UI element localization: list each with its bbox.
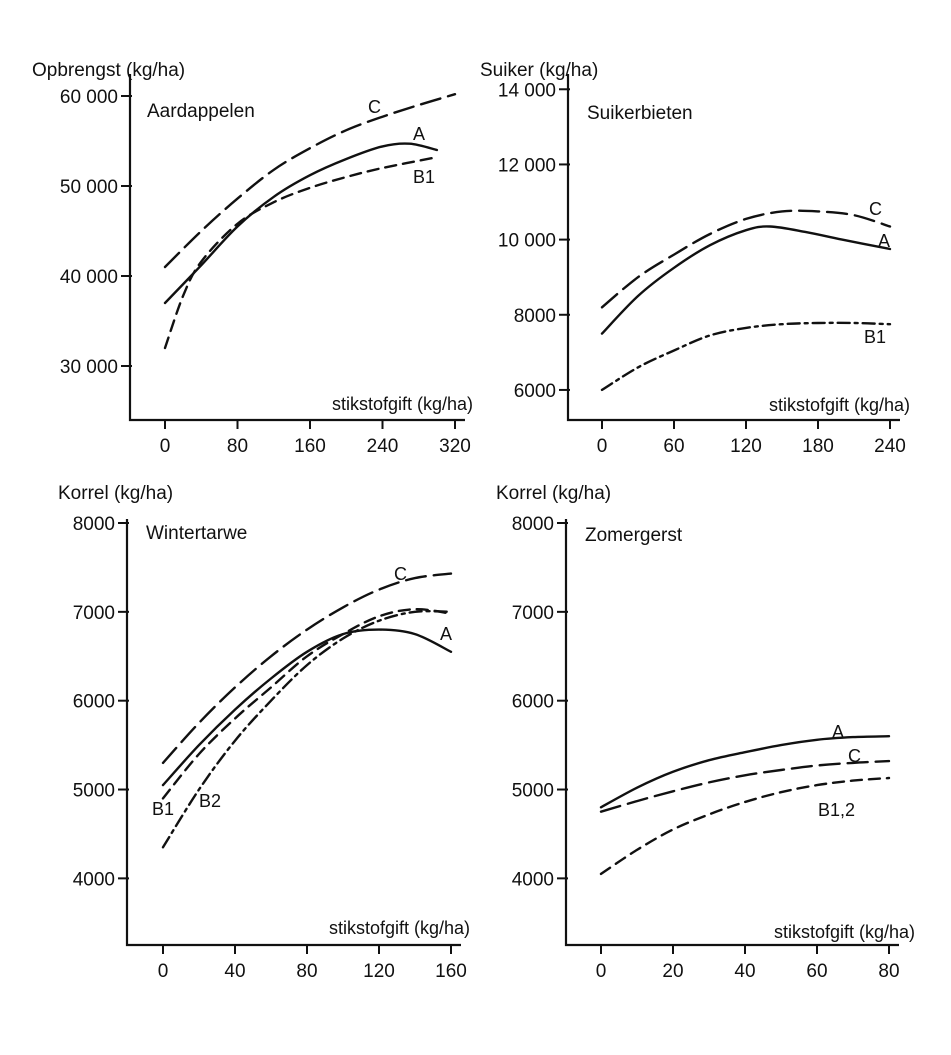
x-tick-label: 0 [595, 961, 607, 982]
chart-title: Zomergerst [585, 525, 683, 546]
axis-frame [127, 519, 461, 945]
panel-wintertarwe [58, 483, 470, 982]
series-line-b1-2 [601, 778, 889, 874]
y-tick-label: 8000 [511, 514, 554, 535]
x-tick-label: 160 [435, 961, 467, 982]
panel-suikerbieten [480, 60, 910, 457]
y-tick-label: 6000 [72, 691, 115, 713]
curve-label-a: A [413, 124, 426, 144]
x-tick-label: 320 [439, 436, 471, 457]
x-tick-label: 40 [734, 961, 756, 982]
x-tick-label: 0 [596, 436, 608, 457]
y-axis-label: Korrel (kg/ha) [58, 483, 174, 504]
y-tick-label: 7000 [72, 602, 115, 624]
series-line-a [163, 630, 451, 786]
x-tick-label: 80 [878, 961, 900, 982]
x-tick-label: 40 [224, 961, 246, 982]
x-tick-label: 0 [157, 961, 169, 982]
x-tick-label: 60 [806, 961, 828, 982]
x-tick-label: 240 [366, 436, 399, 457]
x-tick-label: 60 [663, 436, 685, 457]
x-tick-label: 20 [662, 961, 684, 982]
panel-aardappelen [32, 60, 473, 457]
y-tick-label: 6000 [513, 380, 556, 402]
x-tick-label: 120 [363, 961, 395, 982]
series-line-b2 [163, 611, 451, 847]
y-tick-label: 12 000 [497, 155, 556, 177]
curve-label-c: C [869, 199, 882, 219]
series-line-c [602, 211, 890, 308]
y-tick-label: 50 000 [59, 177, 118, 198]
y-tick-label: 14 000 [497, 80, 556, 102]
series-line-a [165, 143, 437, 303]
y-axis-label: Suiker (kg/ha) [480, 60, 599, 81]
x-axis-label: stikstofgift (kg/ha) [768, 395, 910, 415]
x-axis-label: stikstofgift (kg/ha) [328, 918, 470, 938]
y-axis-label: Opbrengst (kg/ha) [32, 60, 186, 81]
curve-label-a: A [878, 231, 891, 251]
curve-label-c: C [848, 746, 861, 766]
curve-label-b1: B1 [864, 327, 887, 347]
y-tick-label: 40 000 [59, 267, 118, 288]
y-tick-label: 60 000 [59, 87, 118, 108]
x-axis-label: stikstofgift (kg/ha) [331, 394, 473, 414]
chart-title: Suikerbieten [587, 103, 693, 124]
panel-zomergerst [496, 483, 915, 982]
x-tick-label: 80 [226, 436, 249, 457]
y-tick-label: 8000 [513, 305, 556, 327]
series-line-b1 [165, 157, 437, 348]
x-tick-label: 160 [294, 436, 326, 457]
x-tick-label: 180 [802, 436, 834, 457]
x-tick-label: 80 [296, 961, 318, 982]
x-tick-label: 240 [874, 436, 906, 457]
series-line-b1 [163, 609, 451, 798]
series-line-c [163, 574, 451, 763]
y-tick-label: 4000 [511, 869, 554, 891]
y-tick-label: 4000 [72, 869, 115, 891]
y-tick-label: 7000 [511, 602, 554, 624]
y-tick-label: 6000 [511, 691, 554, 713]
x-axis-label: stikstofgift (kg/ha) [773, 922, 915, 942]
curve-label-a: A [440, 624, 453, 644]
y-tick-label: 10 000 [497, 230, 556, 252]
axis-frame [566, 519, 899, 945]
y-tick-label: 5000 [72, 780, 115, 802]
curve-label-a: A [832, 722, 845, 742]
chart-title: Wintertarwe [146, 523, 248, 544]
curve-label-c: C [394, 564, 407, 584]
y-axis-label: Korrel (kg/ha) [496, 483, 612, 504]
series-line-a [602, 226, 890, 333]
axis-frame [568, 74, 900, 420]
series-line-b1 [602, 323, 890, 390]
series-line-a [601, 736, 889, 807]
y-tick-label: 30 000 [59, 357, 118, 378]
curve-label-b1-2: B1,2 [818, 800, 856, 820]
curve-label-c: C [368, 97, 381, 117]
curve-label-b2: B2 [199, 791, 222, 811]
curve-label-b1: B1 [413, 167, 436, 187]
y-tick-label: 8000 [72, 514, 115, 535]
x-tick-label: 120 [730, 436, 762, 457]
curve-label-b1: B1 [152, 799, 175, 819]
chart-title: Aardappelen [147, 101, 255, 122]
x-tick-label: 0 [159, 436, 171, 457]
y-tick-label: 5000 [511, 780, 554, 802]
